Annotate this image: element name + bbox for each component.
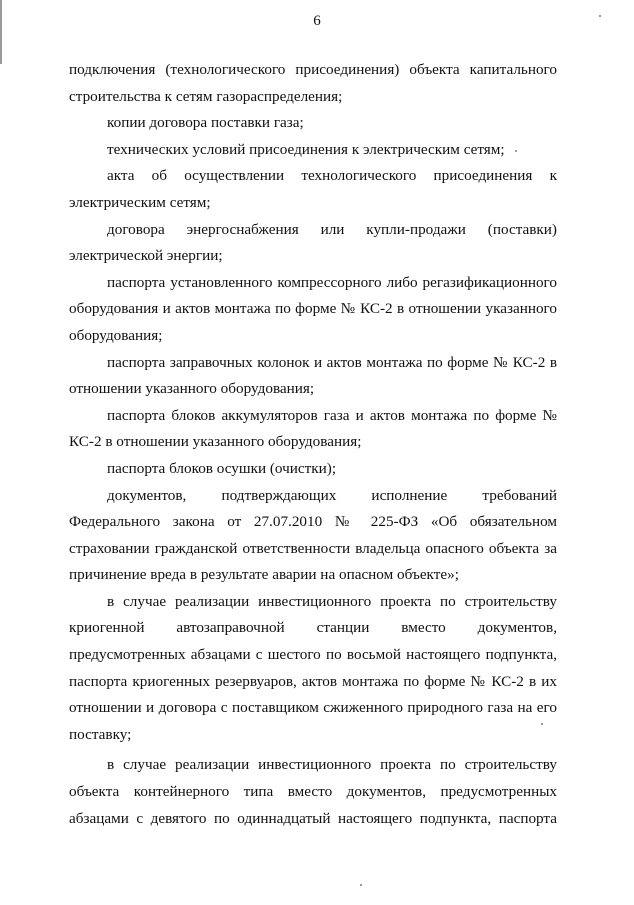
paragraph-energy-contract: договора энергоснабжения или купли-продажи (поставки) электрической энергии; <box>69 220 557 265</box>
paragraph-container-facility: в случае реализации инвестиционного проекта по строительству объекта контейнерного типа вместо документов, предусмотренных абзацами с девятого по одиннадцатый настоящего подпункта, паспорта <box>69 756 557 827</box>
paragraph-gas-supply-contract: копии договора поставки газа; <box>107 114 304 132</box>
paragraph-continuation: подключения (технологического присоединения) объекта капитального строительства к сетям газораспределения; <box>69 61 557 105</box>
paragraph-technical-conditions: технических условий присоединения к электрическим сетям; <box>107 140 505 158</box>
scan-speck <box>360 884 362 886</box>
page-number: 6 <box>313 13 321 29</box>
paragraph-dispenser-passport: паспорта заправочных колонок и актов монтажа по форме № КС-2 в отношении указанного оборудования; <box>69 353 557 398</box>
paragraph-cryogenic-station: в случае реализации инвестиционного проекта по строительству криогенной автозаправочной станции вместо документов, предусмотренных абзацами с шестого по восьмой настоящего подпункта, паспорта криогенных резервуаров, актов монтажа по форме № КС-2 в их отношении и договора с поставщиком сжиженного природного газа на его поставку; <box>69 592 557 743</box>
paragraph-accumulator-passport: паспорта блоков аккумуляторов газа и актов монтажа по форме № КС-2 в отношении указанного оборудования; <box>69 406 557 451</box>
paragraph-connection-act: акта об осуществлении технологического присоединения к электрическим сетям; <box>69 167 557 211</box>
paragraph-compressor-passport: паспорта установленного компрессорного либо регазификационного оборудования и актов монтажа по форме № КС-2 в отношении указанного оборудования; <box>69 273 557 344</box>
document-body <box>69 57 557 832</box>
paragraph-dryer-passport: паспорта блоков осушки (очистки); <box>107 459 337 477</box>
scan-edge-mark <box>0 0 2 64</box>
paragraph-insurance-documents: документов, подтверждающих исполнение требований Федерального закона от 27.07.2010 № 225-ФЗ «Об обязательном страховании гражданской ответственности владельца опасного объекта за причинение вреда в результате аварии на опасном объекте»; <box>69 486 557 584</box>
